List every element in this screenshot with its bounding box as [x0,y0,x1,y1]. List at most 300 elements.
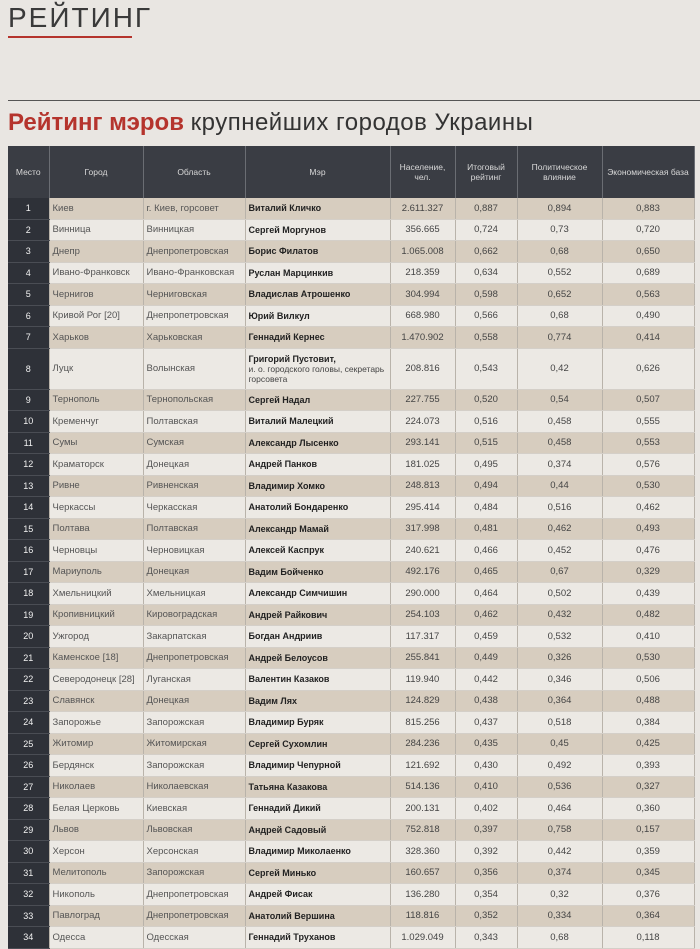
mayor-name: Андрей Фисак [248,889,313,900]
region-cell: Николаевская [143,776,245,798]
mayor-cell [245,389,390,411]
table-row [8,561,694,583]
mayor-name: Владимир Буряк [248,717,324,728]
mayor-cell [245,862,390,884]
region-cell: Житомирская [143,733,245,755]
title-highlight: Рейтинг мэров [8,109,184,136]
economic-cell: 0,720 [602,219,694,241]
city-cell: Харьков [49,327,143,349]
economic-cell: 0,493 [602,518,694,540]
region-cell: Луганская [143,669,245,691]
rank-cell: 21 [8,647,49,669]
political-cell: 0,532 [517,626,602,648]
economic-cell: 0,555 [602,411,694,433]
rank-cell: 16 [8,540,49,562]
mayor-name: Валентин Казаков [248,674,330,685]
population-cell: 295.414 [390,497,455,519]
section-underline [8,36,132,38]
population-cell: 160.657 [390,862,455,884]
economic-cell: 0,345 [602,862,694,884]
mayor-name: Анатолий Вершина [248,910,335,921]
population-cell: 1.065.008 [390,241,455,263]
economic-cell: 0,327 [602,776,694,798]
city-cell: Кривой Рог [20] [49,305,143,327]
economic-cell: 0,384 [602,712,694,734]
population-cell: 208.816 [390,348,455,389]
city-cell: Сумы [49,432,143,454]
population-cell: 124.829 [390,690,455,712]
table-row [8,733,694,755]
table-row [8,884,694,906]
table-row [8,454,694,476]
region-cell: Донецкая [143,561,245,583]
political-cell: 0,44 [517,475,602,497]
population-cell: 200.131 [390,798,455,820]
rank-cell: 14 [8,497,49,519]
rating-cell: 0,662 [455,241,517,263]
table-row [8,348,694,389]
table-row [8,604,694,626]
mayor-cell [245,733,390,755]
city-cell: Краматорск [49,454,143,476]
header-city: Город [49,146,143,198]
rank-cell: 19 [8,604,49,626]
table-row [8,284,694,306]
table-row [8,927,694,949]
city-cell: Каменское [18] [49,647,143,669]
rating-cell: 0,437 [455,712,517,734]
rank-cell: 5 [8,284,49,306]
table-row [8,862,694,884]
city-cell: Черновцы [49,540,143,562]
rank-cell: 7 [8,327,49,349]
mayor-cell [245,475,390,497]
header-political-influence: Политическое влияние [517,146,602,198]
mayor-cell [245,348,390,389]
title-rest: крупнейших городов Украины [190,109,534,136]
population-cell: 136.280 [390,884,455,906]
mayor-cell [245,604,390,626]
mayor-name: Геннадий Труханов [248,932,336,943]
population-cell: 121.692 [390,755,455,777]
rating-cell: 0,392 [455,841,517,863]
economic-cell: 0,488 [602,690,694,712]
region-cell: Днепропетровская [143,647,245,669]
region-cell: Днепропетровская [143,305,245,327]
header-mayor: Мэр [245,146,390,198]
mayor-name: Андрей Райкович [248,609,328,620]
population-cell: 668.980 [390,305,455,327]
rank-cell: 24 [8,712,49,734]
mayor-name: Татьяна Казакова [248,781,328,792]
rating-cell: 0,494 [455,475,517,497]
city-cell: Мелитополь [49,862,143,884]
city-cell: Днепр [49,241,143,263]
economic-cell: 0,376 [602,884,694,906]
mayor-cell [245,798,390,820]
population-cell: 290.000 [390,583,455,605]
rank-cell: 2 [8,219,49,241]
rank-cell: 22 [8,669,49,691]
rating-cell: 0,466 [455,540,517,562]
mayor-name: Владимир Хомко [248,480,325,491]
city-cell: Никополь [49,884,143,906]
political-cell: 0,442 [517,841,602,863]
table-row [8,198,694,219]
political-cell: 0,364 [517,690,602,712]
population-cell: 284.236 [390,733,455,755]
region-cell: Волынская [143,348,245,389]
region-cell: Львовская [143,819,245,841]
table-header-row [8,146,694,198]
rating-cell: 0,484 [455,497,517,519]
political-cell: 0,458 [517,411,602,433]
city-cell: Хмельницкий [49,583,143,605]
city-cell: Северодонецк [28] [49,669,143,691]
rating-cell: 0,515 [455,432,517,454]
population-cell: 752.818 [390,819,455,841]
mayor-cell [245,905,390,927]
region-cell: Черкасская [143,497,245,519]
political-cell: 0,346 [517,669,602,691]
mayor-cell [245,819,390,841]
mayor-name: Александр Мамай [248,523,329,534]
rank-cell: 17 [8,561,49,583]
region-cell: Полтавская [143,411,245,433]
region-cell: Сумская [143,432,245,454]
region-cell: Харьковская [143,327,245,349]
economic-cell: 0,439 [602,583,694,605]
rating-cell: 0,397 [455,819,517,841]
rank-cell: 11 [8,432,49,454]
mayor-cell [245,198,390,219]
political-cell: 0,652 [517,284,602,306]
population-cell: 248.813 [390,475,455,497]
economic-cell: 0,883 [602,198,694,219]
political-cell: 0,458 [517,432,602,454]
header-region: Область [143,146,245,198]
rank-cell: 3 [8,241,49,263]
political-cell: 0,68 [517,241,602,263]
rank-cell: 33 [8,905,49,927]
city-cell: Николаев [49,776,143,798]
economic-cell: 0,530 [602,475,694,497]
header-total-rating: Итоговый рейтинг [455,146,517,198]
city-cell: Мариуполь [49,561,143,583]
rating-cell: 0,481 [455,518,517,540]
population-cell: 119.940 [390,669,455,691]
political-cell: 0,502 [517,583,602,605]
mayor-name: Богдан Андриив [248,631,323,642]
mayor-name: Григорий Пустовит, [248,353,336,364]
population-cell: 317.998 [390,518,455,540]
political-cell: 0,432 [517,604,602,626]
region-cell: Винницкая [143,219,245,241]
region-cell: Днепропетровская [143,905,245,927]
population-cell: 118.816 [390,905,455,927]
rating-cell: 0,438 [455,690,517,712]
divider-line [8,100,700,101]
region-cell: Запорожская [143,755,245,777]
rating-cell: 0,352 [455,905,517,927]
region-cell: Кировоградская [143,604,245,626]
table-row [8,241,694,263]
economic-cell: 0,476 [602,540,694,562]
mayor-cell [245,755,390,777]
political-cell: 0,536 [517,776,602,798]
region-cell: г. Киев, горсовет [143,198,245,219]
rating-cell: 0,449 [455,647,517,669]
economic-cell: 0,364 [602,905,694,927]
table-row [8,712,694,734]
region-cell: Запорожская [143,712,245,734]
mayor-cell [245,841,390,863]
rating-cell: 0,598 [455,284,517,306]
economic-cell: 0,626 [602,348,694,389]
rank-cell: 26 [8,755,49,777]
population-cell: 304.994 [390,284,455,306]
region-cell: Херсонская [143,841,245,863]
mayor-name: Сергей Моргунов [248,224,327,235]
political-cell: 0,492 [517,755,602,777]
rank-cell: 4 [8,262,49,284]
table-row [8,690,694,712]
mayor-name: Вадим Лях [248,695,297,706]
table-row [8,626,694,648]
region-cell: Киевская [143,798,245,820]
mayor-name: Геннадий Кернес [248,332,325,343]
region-cell: Ривненская [143,475,245,497]
political-cell: 0,774 [517,327,602,349]
city-cell: Славянск [49,690,143,712]
political-cell: 0,374 [517,862,602,884]
city-cell: Житомир [49,733,143,755]
mayor-cell [245,669,390,691]
city-cell: Запорожье [49,712,143,734]
rating-cell: 0,430 [455,755,517,777]
population-cell: 227.755 [390,389,455,411]
economic-cell: 0,393 [602,755,694,777]
mayor-name: Александр Лысенко [248,437,339,448]
rank-cell: 29 [8,819,49,841]
political-cell: 0,452 [517,540,602,562]
city-cell: Ивано-Франковск [49,262,143,284]
rank-cell: 18 [8,583,49,605]
city-cell: Кропивницкий [49,604,143,626]
region-cell: Тернопольская [143,389,245,411]
economic-cell: 0,530 [602,647,694,669]
city-cell: Ривне [49,475,143,497]
city-cell: Чернигов [49,284,143,306]
rank-cell: 9 [8,389,49,411]
economic-cell: 0,490 [602,305,694,327]
rank-cell: 32 [8,884,49,906]
mayor-name: Алексей Каспрук [248,545,324,556]
rating-cell: 0,356 [455,862,517,884]
table-row [8,669,694,691]
rating-cell: 0,724 [455,219,517,241]
political-cell: 0,464 [517,798,602,820]
economic-cell: 0,329 [602,561,694,583]
economic-cell: 0,118 [602,927,694,949]
mayor-cell [245,776,390,798]
political-cell: 0,45 [517,733,602,755]
political-cell: 0,68 [517,927,602,949]
city-cell: Киев [49,198,143,219]
population-cell: 240.621 [390,540,455,562]
population-cell: 293.141 [390,432,455,454]
economic-cell: 0,462 [602,497,694,519]
mayor-cell [245,690,390,712]
political-cell: 0,518 [517,712,602,734]
region-cell: Днепропетровская [143,884,245,906]
table-row [8,432,694,454]
city-cell: Павлоград [49,905,143,927]
table-row [8,262,694,284]
ranking-table [8,146,695,949]
economic-cell: 0,410 [602,626,694,648]
table-row [8,776,694,798]
header-population: Население, чел. [390,146,455,198]
political-cell: 0,54 [517,389,602,411]
political-cell: 0,32 [517,884,602,906]
city-cell: Винница [49,219,143,241]
mayor-name: Борис Филатов [248,246,319,257]
table-row [8,647,694,669]
political-cell: 0,326 [517,647,602,669]
table-row [8,219,694,241]
rating-cell: 0,887 [455,198,517,219]
mayor-cell [245,432,390,454]
mayor-name: Сергей Сухомлин [248,738,328,749]
population-cell: 2.611.327 [390,198,455,219]
rating-cell: 0,465 [455,561,517,583]
population-cell: 1.029.049 [390,927,455,949]
rank-cell: 20 [8,626,49,648]
table-row [8,327,694,349]
political-cell: 0,758 [517,819,602,841]
city-cell: Тернополь [49,389,143,411]
table-row [8,411,694,433]
mayor-cell [245,411,390,433]
city-cell: Полтава [49,518,143,540]
rating-cell: 0,343 [455,927,517,949]
rank-cell: 6 [8,305,49,327]
region-cell: Черновицкая [143,540,245,562]
mayor-name: Геннадий Дикий [248,803,321,814]
mayor-name: Вадим Бойченко [248,566,324,577]
rank-cell: 23 [8,690,49,712]
rank-cell: 8 [8,348,49,389]
economic-cell: 0,563 [602,284,694,306]
region-cell: Черниговская [143,284,245,306]
rating-cell: 0,464 [455,583,517,605]
mayor-cell [245,927,390,949]
population-cell: 218.359 [390,262,455,284]
table-row [8,905,694,927]
mayor-cell [245,518,390,540]
political-cell: 0,334 [517,905,602,927]
rating-cell: 0,558 [455,327,517,349]
population-cell: 328.360 [390,841,455,863]
economic-cell: 0,359 [602,841,694,863]
city-cell: Белая Церковь [49,798,143,820]
table-row [8,518,694,540]
mayor-name: Руслан Марцинкив [248,267,334,278]
mayor-name: Сергей Надал [248,394,311,405]
region-cell: Запорожская [143,862,245,884]
mayor-name: Виталий Малецкий [248,416,334,427]
economic-cell: 0,650 [602,241,694,263]
economic-cell: 0,506 [602,669,694,691]
rank-cell: 1 [8,198,49,219]
political-cell: 0,894 [517,198,602,219]
population-cell: 514.136 [390,776,455,798]
mayor-cell [245,561,390,583]
population-cell: 815.256 [390,712,455,734]
political-cell: 0,73 [517,219,602,241]
region-cell: Ивано-Франковская [143,262,245,284]
city-cell: Луцк [49,348,143,389]
region-cell: Днепропетровская [143,241,245,263]
population-cell: 356.665 [390,219,455,241]
page-title [8,108,533,138]
table-row [8,305,694,327]
mayor-name: Анатолий Бондаренко [248,502,349,513]
rating-cell: 0,402 [455,798,517,820]
city-cell: Бердянск [49,755,143,777]
population-cell: 224.073 [390,411,455,433]
city-cell: Ужгород [49,626,143,648]
mayor-name: Андрей Белоусов [248,652,328,663]
table-row [8,798,694,820]
mayor-cell [245,712,390,734]
political-cell: 0,462 [517,518,602,540]
population-cell: 1.470.902 [390,327,455,349]
political-cell: 0,516 [517,497,602,519]
mayor-name: Андрей Садовый [248,824,327,835]
population-cell: 255.841 [390,647,455,669]
region-cell: Хмельницкая [143,583,245,605]
mayor-cell [245,583,390,605]
city-cell: Кременчуг [49,411,143,433]
mayor-name: Владимир Миколаенко [248,846,351,857]
table-row [8,497,694,519]
table-row [8,819,694,841]
rating-cell: 0,516 [455,411,517,433]
economic-cell: 0,507 [602,389,694,411]
mayor-cell [245,884,390,906]
mayor-cell [245,305,390,327]
table-row [8,540,694,562]
rating-cell: 0,543 [455,348,517,389]
economic-cell: 0,689 [602,262,694,284]
region-cell: Одесская [143,927,245,949]
table-row [8,755,694,777]
rating-cell: 0,520 [455,389,517,411]
mayor-name: Юрий Вилкул [248,310,310,321]
rank-cell: 12 [8,454,49,476]
economic-cell: 0,482 [602,604,694,626]
mayor-cell [245,454,390,476]
region-cell: Закарпатская [143,626,245,648]
mayor-name: Виталий Кличко [248,203,322,214]
economic-cell: 0,576 [602,454,694,476]
rank-cell: 27 [8,776,49,798]
table-row [8,475,694,497]
rating-cell: 0,634 [455,262,517,284]
mayor-cell [245,327,390,349]
